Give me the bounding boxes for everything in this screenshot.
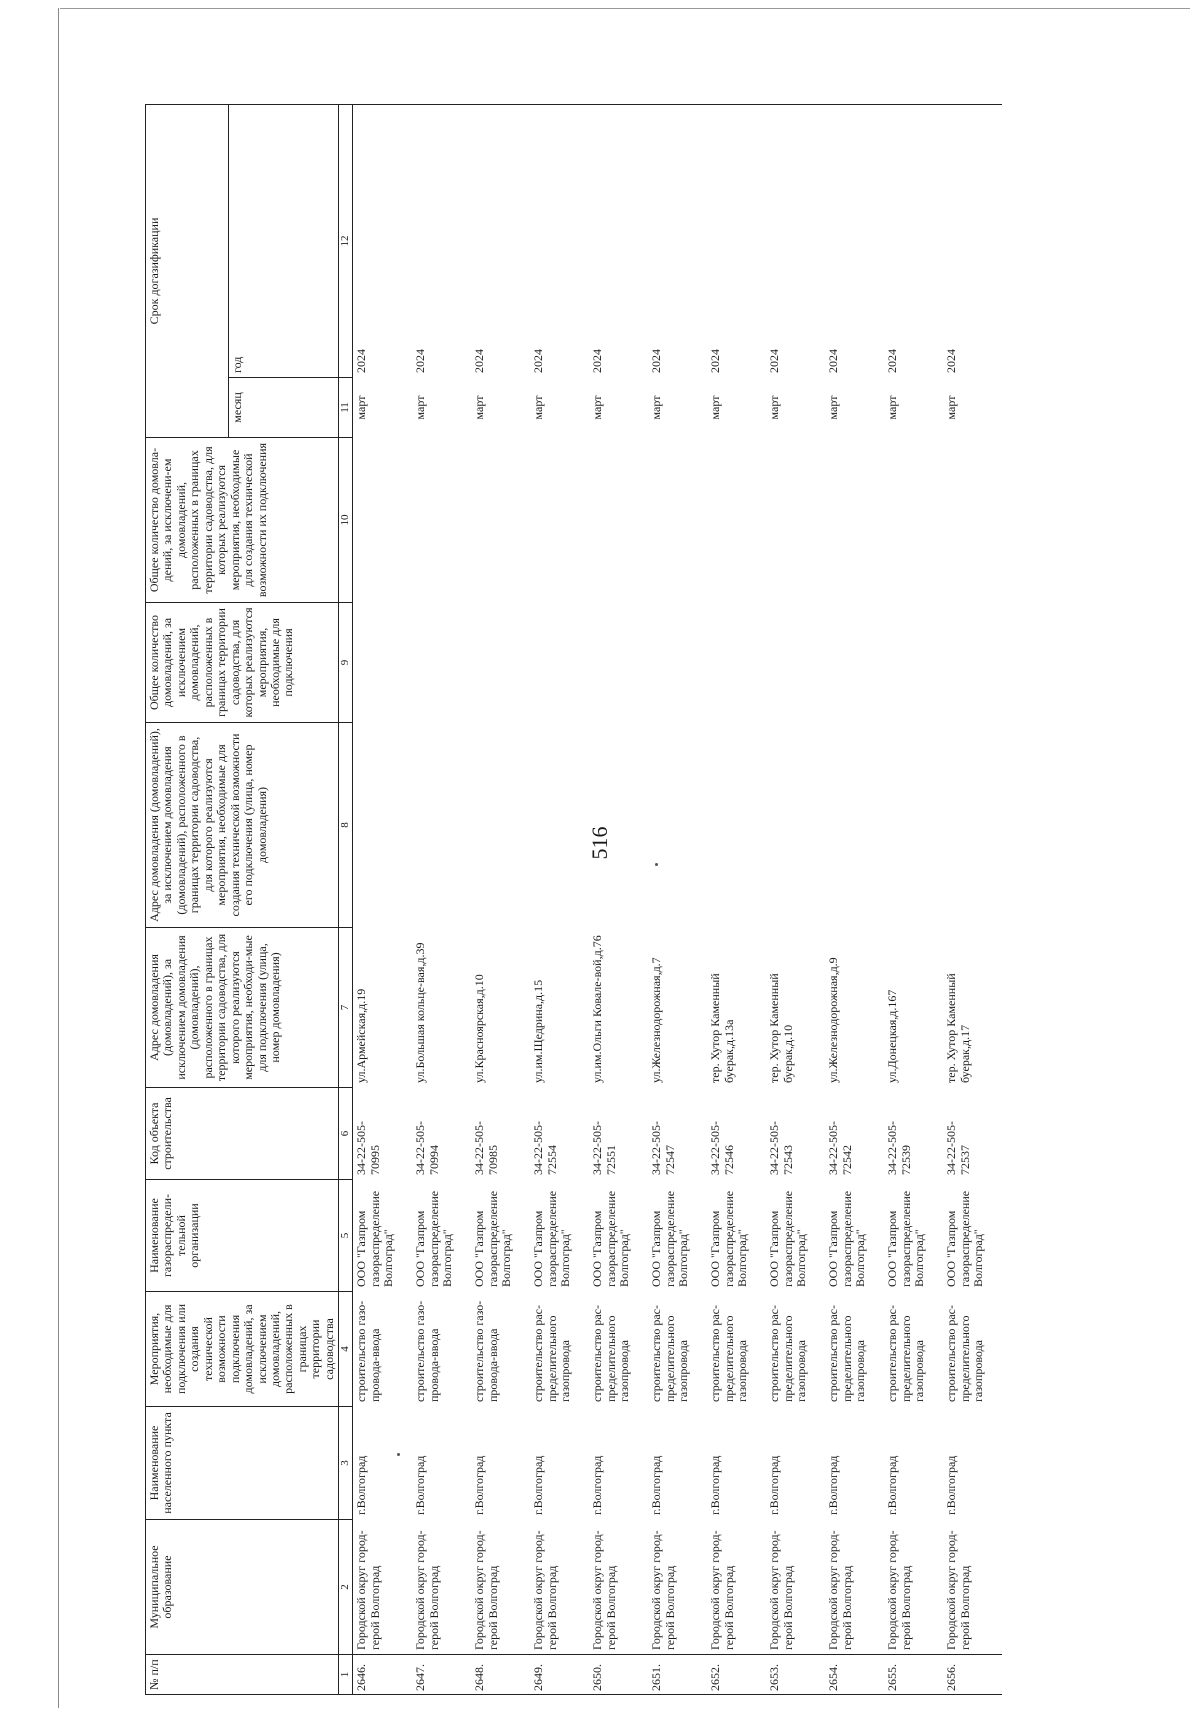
row-number: 2646. — [353, 1655, 413, 1695]
table-row — [884, 104, 943, 1694]
row-address-capability — [471, 723, 530, 928]
row-measures: строительство рас-пределительного газопровода — [708, 1305, 749, 1402]
row-total-capability — [471, 438, 530, 603]
row-month: март — [590, 395, 605, 420]
row-address-connection: ул.Большая кольце-вая,д.39 — [413, 942, 428, 1083]
scan-edge-top — [60, 8, 1190, 9]
row-measures: строительство рас-пределительного газопровода — [885, 1305, 926, 1402]
row-month: март — [413, 395, 428, 420]
row-settlement: г.Волгоград — [531, 1455, 546, 1515]
row-total-capability — [648, 438, 707, 603]
row-year: 2024 — [707, 104, 766, 377]
row-address-connection: тер. Хутор Каменный буерак,д.10 — [767, 973, 795, 1083]
row-number: 2651. — [648, 1655, 707, 1695]
row-settlement: г.Волгоград — [413, 1455, 428, 1515]
column-number: 12 — [339, 104, 353, 377]
row-measures: строительство газо-провода-ввода — [413, 1300, 441, 1402]
row-total-connection — [707, 603, 766, 723]
header-object-code: Код объекта строительства — [146, 1088, 339, 1180]
header-deadline: Срок догазификации — [146, 104, 229, 437]
row-address-capability — [412, 723, 471, 928]
row-total-connection — [825, 603, 884, 723]
row-number: 2648. — [471, 1655, 530, 1695]
row-month: март — [708, 395, 723, 420]
row-organization: ООО "Газпром газораспределение Волгоград" — [767, 1190, 808, 1287]
row-total-connection — [648, 603, 707, 723]
row-object-code: 34-22-505-72542 — [826, 1121, 854, 1175]
row-object-code: 34-22-505-72537 — [944, 1121, 972, 1175]
row-address-connection: ул.Железнодорожная,д.9 — [826, 957, 841, 1083]
row-total-capability — [884, 438, 943, 603]
row-object-code: 34-22-505-70994 — [413, 1121, 441, 1175]
table-row — [471, 104, 530, 1694]
row-total-connection — [471, 603, 530, 723]
row-measures: строительство рас-пределительного газопровода — [649, 1305, 690, 1402]
row-address-connection: тер. Хутор Каменный буерак,д.17 — [944, 973, 972, 1083]
row-total-capability — [353, 438, 413, 603]
row-settlement: г.Волгоград — [590, 1455, 605, 1515]
row-municipality: Городской округ город-герой Волгоград — [885, 1530, 913, 1650]
row-object-code: 34-22-505-70995 — [354, 1121, 382, 1175]
row-municipality: Городской округ город-герой Волгоград — [944, 1530, 972, 1650]
row-object-code: 34-22-505-72539 — [885, 1121, 913, 1175]
row-address-capability — [353, 723, 413, 928]
row-month: март — [767, 395, 782, 420]
row-municipality: Городской округ город-герой Волгоград — [531, 1530, 559, 1650]
row-total-capability — [766, 438, 825, 603]
row-month: март — [354, 395, 369, 420]
row-total-connection — [412, 603, 471, 723]
row-measures: строительство рас-пределительного газопровода — [531, 1305, 572, 1402]
column-number: 10 — [339, 438, 353, 603]
row-organization: ООО "Газпром газораспределение Волгоград" — [590, 1190, 631, 1287]
gasification-table-wrapper — [145, 105, 1180, 1695]
row-year: 2024 — [943, 104, 1002, 377]
column-number: 9 — [339, 603, 353, 723]
header-row — [146, 104, 229, 1694]
row-total-connection — [766, 603, 825, 723]
table-row — [530, 104, 589, 1694]
row-municipality: Городской округ город-герой Волгоград — [708, 1530, 736, 1650]
scan-edge-left — [58, 8, 59, 1708]
table-row — [648, 104, 707, 1694]
column-number: 6 — [339, 1088, 353, 1180]
row-year: 2024 — [648, 104, 707, 377]
row-measures: строительство рас-пределительного газопровода — [944, 1305, 985, 1402]
row-address-capability — [766, 723, 825, 928]
row-measures: строительство рас-пределительного газопровода — [590, 1305, 631, 1402]
column-number: 3 — [339, 1407, 353, 1520]
row-municipality: Городской округ город-герой Волгоград — [472, 1530, 500, 1650]
table-row — [766, 104, 825, 1694]
row-address-capability — [943, 723, 1002, 928]
row-settlement: г.Волгоград — [944, 1455, 959, 1515]
row-measures: строительство газо-провода-ввода — [472, 1300, 500, 1402]
row-total-connection — [530, 603, 589, 723]
row-total-capability — [412, 438, 471, 603]
row-month: март — [826, 395, 841, 420]
row-municipality: Городской округ город-герой Волгоград — [413, 1530, 441, 1650]
row-number: 2656. — [943, 1655, 1002, 1695]
row-measures: строительство рас-пределительного газопровода — [767, 1305, 808, 1402]
row-address-connection: ул.Железнодорожная,д.7 — [649, 957, 664, 1083]
header-total-capability: Общее количество домовла-дений, за исключени-ем домовладений, расположенных в границах территории садоводства, для которых реализуются мероприятия, необходимые для создания технической возможности их подключения — [146, 438, 339, 603]
row-municipality: Городской округ город-герой Волгоград — [767, 1530, 795, 1650]
row-year: 2024 — [766, 104, 825, 377]
row-total-capability — [825, 438, 884, 603]
row-number: 2655. — [884, 1655, 943, 1695]
row-organization: ООО "Газпром газораспределение Волгоград" — [885, 1190, 926, 1287]
row-municipality: Городской округ город-герой Волгоград — [354, 1530, 382, 1650]
row-total-capability — [589, 438, 648, 603]
row-address-connection: ул.Армейская,д.19 — [354, 988, 369, 1083]
row-object-code: 34-22-505-72551 — [590, 1121, 618, 1175]
row-month: март — [472, 395, 487, 420]
row-object-code: 34-22-505-72543 — [767, 1121, 795, 1175]
row-number: 2652. — [707, 1655, 766, 1695]
row-number: 2650. — [589, 1655, 648, 1695]
row-organization: ООО "Газпром газораспределение Волгоград" — [944, 1190, 985, 1287]
row-address-connection: ул.им.Ольги Ковале-вой,д.76 — [590, 935, 605, 1083]
header-municipality: Муниципальное образование — [146, 1520, 339, 1655]
row-address-connection: тер. Хутор Каменный буерак,д.13а — [708, 973, 736, 1083]
header-number: № п/п — [146, 1655, 339, 1695]
column-number-row — [339, 104, 353, 1694]
row-settlement: г.Волгоград — [708, 1455, 723, 1515]
column-number: 4 — [339, 1292, 353, 1407]
header-address-connection: Адрес домовладения (домовладений), за исключением домовладения (домовладений), расположенного в границах территории садоводства, для которого реализуются мероприятия, необходи-мые для подключения (улица, номер домовладения) — [146, 928, 339, 1088]
table-row — [589, 104, 648, 1694]
row-year: 2024 — [530, 104, 589, 377]
row-settlement: г.Волгоград — [885, 1455, 900, 1515]
header-organization: Наименование газораспредели-тельной организации — [146, 1180, 339, 1292]
column-number: 11 — [339, 378, 353, 438]
column-number: 8 — [339, 723, 353, 928]
row-month: март — [649, 395, 664, 420]
column-number: 5 — [339, 1180, 353, 1292]
row-year: 2024 — [884, 104, 943, 377]
row-organization: ООО "Газпром газораспределение Волгоград" — [826, 1190, 867, 1287]
row-organization: ООО "Газпром газораспределение Волгоград" — [413, 1190, 454, 1287]
table-row — [412, 104, 471, 1694]
column-number: 7 — [339, 928, 353, 1088]
row-organization: ООО "Газпром газораспределение Волгоград" — [708, 1190, 749, 1287]
row-number: 2654. — [825, 1655, 884, 1695]
row-settlement: г.Волгоград — [767, 1455, 782, 1515]
row-municipality: Городской округ город-герой Волгоград — [590, 1530, 618, 1650]
row-total-connection — [353, 603, 413, 723]
row-organization: ООО "Газпром газораспределение Волгоград" — [472, 1190, 513, 1287]
header-month: месяц — [229, 378, 339, 438]
column-number: 1 — [339, 1655, 353, 1695]
row-total-connection — [943, 603, 1002, 723]
header-address-capability: Адрес домовладения (домовладений), за исключением домовладения (домовладений), расположенного в границах территории садоводства, для которого реализуются мероприятия, необходимые для создания технической возможности его подключения (улица, номер домовладения) — [146, 723, 339, 928]
row-organization: ООО "Газпром газораспределение Волгоград" — [649, 1190, 690, 1287]
row-address-capability — [530, 723, 589, 928]
header-year: год — [229, 104, 339, 377]
row-settlement: г.Волгоград — [649, 1455, 664, 1515]
row-year: 2024 — [353, 104, 413, 377]
row-total-capability — [530, 438, 589, 603]
header-measures: Мероприятия, необходимые для подключения или создания технической возможности подключения домовладений, за исключением домовладений, расположенных в границах территории садоводства — [146, 1292, 339, 1407]
row-number: 2649. — [530, 1655, 589, 1695]
row-settlement: г.Волгоград — [826, 1455, 841, 1515]
row-month: март — [531, 395, 546, 420]
row-month: март — [944, 395, 959, 420]
row-address-connection: ул.Красноярская,д.10 — [472, 974, 487, 1083]
row-organization: ООО "Газпром газораспределение Волгоград" — [531, 1190, 572, 1287]
row-total-connection — [589, 603, 648, 723]
row-address-capability — [825, 723, 884, 928]
table-row — [943, 104, 1002, 1694]
row-address-capability — [589, 723, 648, 928]
row-number: 2653. — [766, 1655, 825, 1695]
row-month: март — [885, 395, 900, 420]
header-total-connection: Общее количество домовладений, за исключением домовладений, расположенных в границах территории садоводства, для которых реализуются мероприятия, необходимые для подключения — [146, 603, 339, 723]
gasification-table — [145, 104, 1002, 1695]
row-total-capability — [707, 438, 766, 603]
row-measures: строительство газо-провода-ввода — [354, 1300, 382, 1402]
row-object-code: 34-22-505-72547 — [649, 1121, 677, 1175]
table-row — [353, 104, 413, 1694]
row-address-capability — [648, 723, 707, 928]
row-organization: ООО "Газпром газораспределение Волгоград" — [354, 1190, 395, 1287]
row-municipality: Городской округ город-герой Волгоград — [826, 1530, 854, 1650]
row-object-code: 34-22-505-70985 — [472, 1121, 500, 1175]
row-year: 2024 — [471, 104, 530, 377]
row-measures: строительство рас-пределительного газопровода — [826, 1305, 867, 1402]
column-number: 2 — [339, 1520, 353, 1655]
row-address-connection: ул.им.Щедрина,д.15 — [531, 979, 546, 1083]
table-row — [707, 104, 766, 1694]
header-settlement: Наименование населенного пункта — [146, 1407, 339, 1520]
row-settlement: г.Волгоград — [354, 1455, 369, 1515]
row-address-connection: ул.Донецкая,д.167 — [885, 989, 900, 1083]
row-number: 2647. — [412, 1655, 471, 1695]
row-total-connection — [884, 603, 943, 723]
row-address-capability — [707, 723, 766, 928]
row-year: 2024 — [412, 104, 471, 377]
table-row — [825, 104, 884, 1694]
row-municipality: Городской округ город-герой Волгоград — [649, 1530, 677, 1650]
row-year: 2024 — [825, 104, 884, 377]
row-total-capability — [943, 438, 1002, 603]
row-object-code: 34-22-505-72546 — [708, 1121, 736, 1175]
row-address-capability — [884, 723, 943, 928]
page-number: 516 — [587, 826, 612, 860]
row-year: 2024 — [589, 104, 648, 377]
row-object-code: 34-22-505-72554 — [531, 1121, 559, 1175]
row-settlement: г.Волгоград — [472, 1455, 487, 1515]
